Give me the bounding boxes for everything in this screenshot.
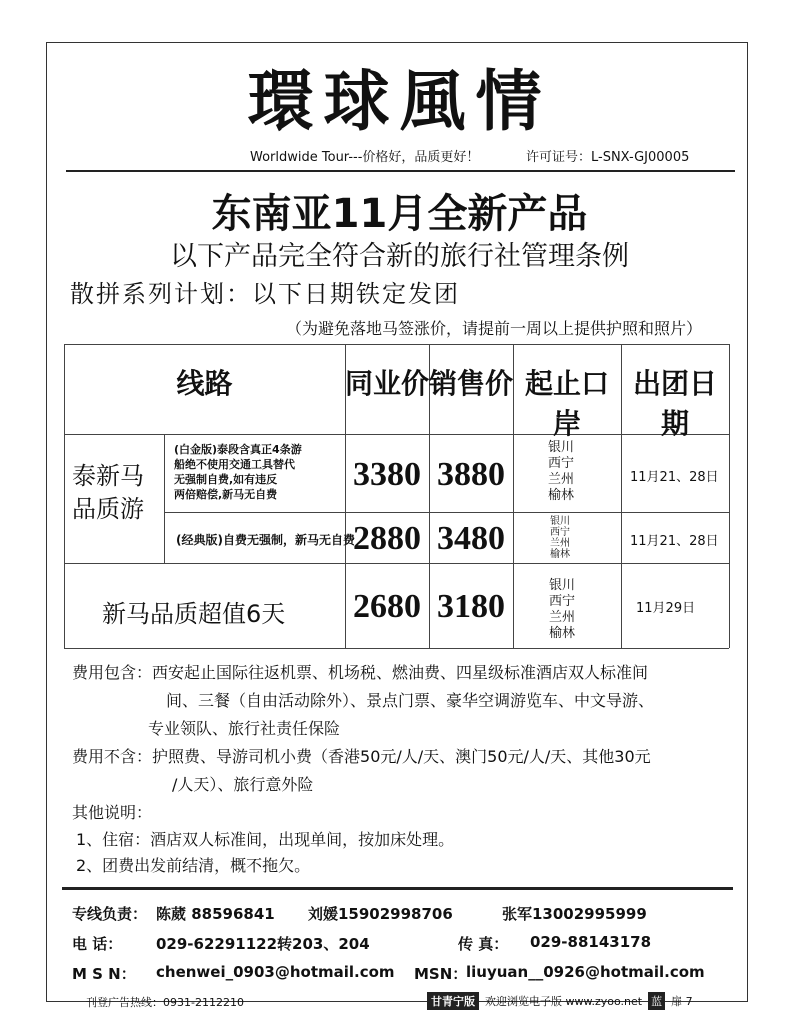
- fees-included: 费用包含：西安起止国际往返机票、机场税、燃油费、四星级标准酒店双人标准间: [72, 663, 649, 682]
- masthead-title: 環球風情: [247, 62, 552, 140]
- header-retail-price: 销售价: [429, 367, 514, 400]
- retail-price: 3480: [437, 520, 505, 557]
- msn-label: MSN：: [414, 965, 468, 983]
- trade-price: 2680: [353, 588, 421, 625]
- departure-dates: 11月29日: [636, 601, 696, 616]
- masthead-tagline: Worldwide Tour---价格好，品质更好！: [250, 150, 480, 165]
- contact-person: 陈葳 88596841: [156, 905, 275, 923]
- phone-number: 029-62291122转203、204: [156, 935, 370, 953]
- msn-address: chenwei_0903@hotmail.com: [156, 963, 395, 981]
- msn-label: M S N：: [72, 965, 136, 983]
- fees-included-cont: 专业领队、旅行社责任保险: [148, 719, 341, 738]
- fees-included-cont: 间、三餐（自由活动除外）、景点门票、豪华空调游览车、中文导游、: [166, 691, 655, 710]
- subhead: 以下产品完全符合新的旅行社管理条例: [170, 241, 629, 272]
- departure-dates: 11月21、28日: [630, 470, 719, 485]
- other-label: 其他说明：: [72, 803, 153, 822]
- route-name: 新马品质超值6天: [102, 600, 286, 628]
- retail-price: 3880: [437, 456, 505, 493]
- departure-dates: 11月21、28日: [630, 534, 719, 549]
- fax-label: 传 真：: [458, 935, 509, 953]
- route-desc-classic: (经典版)自费无强制，新马无自费: [176, 533, 355, 547]
- retail-price: 3180: [437, 588, 505, 625]
- contact-person: 刘媛15902998706: [308, 905, 453, 923]
- license-number: 许可证号：L-SNX-GJ00005: [526, 150, 690, 165]
- footer-brand: [427, 992, 693, 1010]
- section-badge: 蓝: [648, 992, 665, 1010]
- website-note: 欢迎浏览电子版 www.zyoo.net: [485, 995, 643, 1008]
- header-divider: [66, 170, 735, 172]
- headline: 东南亚11月全新产品: [211, 191, 588, 237]
- contact-line: 专线负责：: [72, 905, 148, 923]
- visa-note: （为避免落地马签涨价，请提前一周以上提供护照和照片）: [286, 319, 703, 338]
- header-ports: 起止口岸: [524, 367, 609, 440]
- ports-list: 银川 西宁 兰州 榆林: [549, 578, 576, 641]
- trade-price: 2880: [353, 520, 421, 557]
- contact-divider: [62, 887, 733, 890]
- other-note: 2、团费出发前结清，概不拖欠。: [76, 856, 311, 875]
- page-number: 扉 7: [671, 995, 693, 1008]
- fax-number: 029-88143178: [530, 933, 652, 951]
- phone-label: 电 话：: [72, 935, 123, 953]
- trade-price: 3380: [353, 456, 421, 493]
- ad-hotline: 刊登广告热线：0931-2112210: [86, 996, 244, 1009]
- series-plan: 散拼系列计划：以下日期铁定发团: [70, 280, 460, 308]
- header-dates: 出团日期: [632, 367, 717, 440]
- other-note: 1、住宿：酒店双人标准间，出现单间，按加床处理。: [76, 830, 455, 849]
- fees-excluded: 费用不含：护照费、导游司机小费（香港50元/人/天、澳门50元/人/天、其他30元: [72, 747, 651, 766]
- edition-badge: 甘青宁版: [427, 992, 479, 1010]
- contact-person: 张军13002995999: [502, 905, 647, 923]
- fees-excluded-cont: /人天）、旅行意外险: [172, 775, 314, 794]
- route-desc-platinum: (白金版)泰段含真正4条游 船绝不使用交通工具替代 无强制自费,如有违反 两倍赔偿,新马无自费: [174, 443, 302, 501]
- header-trade-price: 同业价: [345, 367, 430, 400]
- ports-list: 银川 西宁 兰州 榆林: [548, 440, 575, 503]
- header-route: 线路: [176, 367, 233, 400]
- msn-address: liuyuan__0926@hotmail.com: [466, 963, 705, 981]
- ports-list: 银川 西宁 兰州 榆林: [550, 516, 570, 560]
- group-name: 泰新马 品质游: [72, 462, 144, 523]
